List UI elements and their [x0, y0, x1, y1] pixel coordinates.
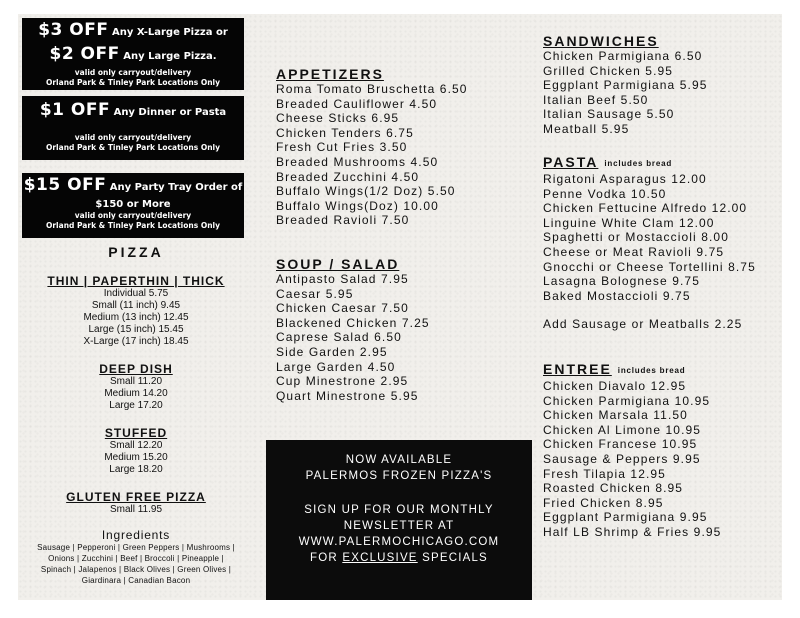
menu-item: Cup Minestrone 2.95 — [276, 374, 409, 389]
pizza-group-deep-dish — [18, 362, 254, 412]
pizza-price: X-Large (17 inch) 18.45 — [83, 336, 189, 347]
appetizers-section — [276, 66, 468, 228]
pizza-price: Small (11 inch) 9.45 — [91, 300, 181, 311]
menu-item: Linguine White Clam 12.00 — [543, 215, 715, 230]
ingredients-line: Onions | Zucchini | Beef | Broccoli | Pineapple | — [48, 554, 224, 563]
coupon-amount: $3 OFF — [38, 20, 109, 40]
promo-specials-pre: FOR — [310, 552, 343, 564]
menu-item: Large Garden 4.50 — [276, 359, 396, 374]
pizza-section — [18, 244, 254, 586]
sandwiches-title — [543, 33, 708, 49]
pasta-addon: Add Sausage or Meatballs 2.25 — [543, 317, 743, 332]
menu-item: Rigatoni Asparagus 12.00 — [543, 172, 707, 186]
coupon-locations: Orland Park & Tinley Park Locations Only — [45, 78, 220, 87]
soup-salad-section — [276, 256, 430, 403]
menu-item: Baked Mostaccioli 9.75 — [543, 288, 691, 303]
ingredients-list — [18, 542, 254, 586]
coupon-amount: $1 OFF — [39, 100, 111, 120]
soup-salad-title — [276, 256, 430, 272]
promo-box — [266, 440, 532, 600]
menu-item: Caprese Salad 6.50 — [276, 330, 402, 345]
pizza-price: Medium (13 inch) 12.45 — [83, 312, 189, 323]
coupon-line — [22, 174, 244, 199]
pasta-title — [543, 154, 756, 172]
pizza-group-heading: STUFFED — [104, 426, 168, 440]
pasta-title-text: PASTA — [543, 154, 599, 170]
sandwiches-section — [543, 33, 708, 137]
pizza-price: Large (15 inch) 15.45 — [88, 324, 184, 335]
menu-item: Half LB Shrimp & Fries 9.95 — [543, 524, 722, 539]
pizza-price: Medium 15.20 — [104, 452, 168, 463]
pizza-price: Large 18.20 — [109, 464, 163, 475]
menu-item: Lasagna Bolognese 9.75 — [543, 274, 700, 289]
entree-note: includes bread — [617, 366, 686, 375]
menu-item: Fresh Cut Fries 3.50 — [276, 140, 408, 155]
menu-item: Chicken Francese 10.95 — [543, 437, 698, 452]
menu-item: Cheese Sticks 6.95 — [276, 111, 400, 126]
promo-specials-post: SPECIALS — [417, 552, 488, 564]
promo-website-link[interactable]: WWW.PALERMOCHICAGO.COM — [298, 536, 500, 548]
appetizers-title — [276, 66, 468, 82]
pizza-group-heading: THIN | PAPERTHIN | THICK — [47, 274, 225, 288]
menu-item: Chicken Fettucine Alfredo 12.00 — [543, 201, 748, 216]
menu-item: Chicken Parmigiana 10.95 — [543, 393, 711, 408]
appetizers-title-text: APPETIZERS — [276, 66, 384, 82]
menu-item: Buffalo Wings(Doz) 10.00 — [276, 198, 439, 213]
pizza-group-heading: DEEP DISH — [99, 362, 173, 376]
coupon-offer: Any X-Large Pizza or — [108, 27, 228, 38]
pizza-price: Small 11.95 — [109, 504, 163, 515]
coupon-amount: $2 OFF — [49, 44, 120, 64]
menu-item: Chicken Al Limone 10.95 — [543, 422, 702, 437]
coupon-dinner-discount — [22, 96, 244, 160]
coupon-line — [22, 20, 244, 43]
promo-available: NOW AVAILABLE — [345, 454, 453, 466]
pizza-price: Small 11.20 — [109, 376, 163, 387]
pasta-note: includes bread — [604, 159, 673, 168]
menu-item: Italian Sausage 5.50 — [543, 107, 675, 122]
pizza-group-thin — [18, 274, 254, 348]
coupon-pizza-discount — [22, 18, 244, 90]
menu-item: Fresh Tilapia 12.95 — [543, 466, 666, 481]
menu-item: Roasted Chicken 8.95 — [543, 481, 684, 496]
menu-item: Chicken Parmigiana 6.50 — [543, 49, 703, 63]
coupon-validity: valid only carryout/delivery — [74, 133, 192, 142]
coupon-line — [22, 98, 244, 125]
menu-item: Eggplant Parmigiana 5.95 — [543, 78, 708, 93]
ingredients-title: Ingredients — [101, 528, 171, 542]
menu-item: Breaded Ravioli 7.50 — [276, 213, 410, 228]
coupon-offer: Any Party Tray Order of — [106, 182, 243, 193]
menu-item: Caesar 5.95 — [276, 286, 354, 301]
menu-item: Chicken Tenders 6.75 — [276, 125, 414, 140]
menu-item: Blackened Chicken 7.25 — [276, 315, 430, 330]
menu-item: Roma Tomato Bruschetta 6.50 — [276, 82, 468, 96]
promo-newsletter: NEWSLETTER AT — [343, 520, 455, 532]
pizza-price: Large 17.20 — [109, 400, 163, 411]
menu-item: Chicken Caesar 7.50 — [276, 301, 409, 316]
promo-specials — [266, 550, 532, 566]
soup-salad-title-text: SOUP / SALAD — [276, 256, 400, 272]
pizza-price: Small 12.20 — [109, 440, 163, 451]
coupon-party-tray-discount — [22, 173, 244, 238]
pizza-title: PIZZA — [108, 244, 164, 260]
promo-specials-exclusive: EXCLUSIVE — [342, 552, 418, 564]
pizza-group-stuffed — [18, 426, 254, 476]
sandwiches-title-text: SANDWICHES — [543, 33, 659, 49]
coupon-validity: valid only carryout/delivery — [74, 211, 192, 220]
coupon-locations: Orland Park & Tinley Park Locations Only — [45, 143, 220, 152]
pizza-group-gluten-free — [18, 490, 254, 516]
ingredients-line: Giardinara | Canadian Bacon — [81, 576, 191, 585]
menu-item: Penne Vodka 10.50 — [543, 186, 667, 201]
menu-item: Quart Minestrone 5.95 — [276, 388, 419, 403]
menu-item: Sausage & Peppers 9.95 — [543, 451, 701, 466]
menu-item: Buffalo Wings(1/2 Doz) 5.50 — [276, 184, 456, 199]
menu-item: Gnocchi or Cheese Tortellini 8.75 — [543, 259, 756, 274]
pizza-price: Individual 5.75 — [103, 288, 169, 299]
coupon-line — [22, 43, 244, 68]
menu-item: Grilled Chicken 5.95 — [543, 63, 674, 78]
pizza-group-heading: GLUTEN FREE PIZZA — [66, 490, 206, 504]
menu-item: Breaded Mushrooms 4.50 — [276, 154, 439, 169]
entree-section — [543, 361, 721, 540]
entree-title — [543, 361, 721, 379]
pizza-price: Medium 14.20 — [104, 388, 168, 399]
ingredients-line: Sausage | Pepperoni | Green Peppers | Mushrooms | — [37, 543, 235, 552]
menu-item: Chicken Marsala 11.50 — [543, 408, 688, 423]
menu-item: Eggplant Parmigiana 9.95 — [543, 510, 708, 525]
menu-item: Breaded Zucchini 4.50 — [276, 169, 420, 184]
promo-signup: SIGN UP FOR OUR MONTHLY — [304, 504, 494, 516]
menu-item: Side Garden 2.95 — [276, 344, 388, 359]
coupon-amount: $15 OFF — [23, 175, 107, 195]
menu-item: Antipasto Salad 7.95 — [276, 272, 409, 286]
coupon-validity: valid only carryout/delivery — [74, 68, 192, 77]
menu-item: Meatball 5.95 — [543, 121, 630, 136]
coupon-offer: Any Dinner or Pasta — [110, 107, 227, 118]
coupon-offer: Any Large Pizza. — [119, 51, 217, 62]
menu-item: Spaghetti or Mostaccioli 8.00 — [543, 230, 729, 245]
ingredients-line: Spinach | Jalapenos | Black Olives | Green Olives | — [40, 565, 232, 574]
coupon-threshold: $150 or More — [95, 199, 171, 210]
promo-frozen-pizza: PALERMOS FROZEN PIZZA'S — [305, 470, 493, 482]
coupon-locations: Orland Park & Tinley Park Locations Only — [45, 221, 220, 230]
menu-item: Fried Chicken 8.95 — [543, 495, 664, 510]
menu-item: Breaded Cauliflower 4.50 — [276, 96, 438, 111]
menu-item: Cheese or Meat Ravioli 9.75 — [543, 244, 725, 259]
menu-item: Italian Beef 5.50 — [543, 92, 649, 107]
pasta-section — [543, 154, 756, 332]
entree-title-text: ENTREE — [543, 361, 612, 377]
menu-item: Chicken Diavalo 12.95 — [543, 379, 687, 393]
